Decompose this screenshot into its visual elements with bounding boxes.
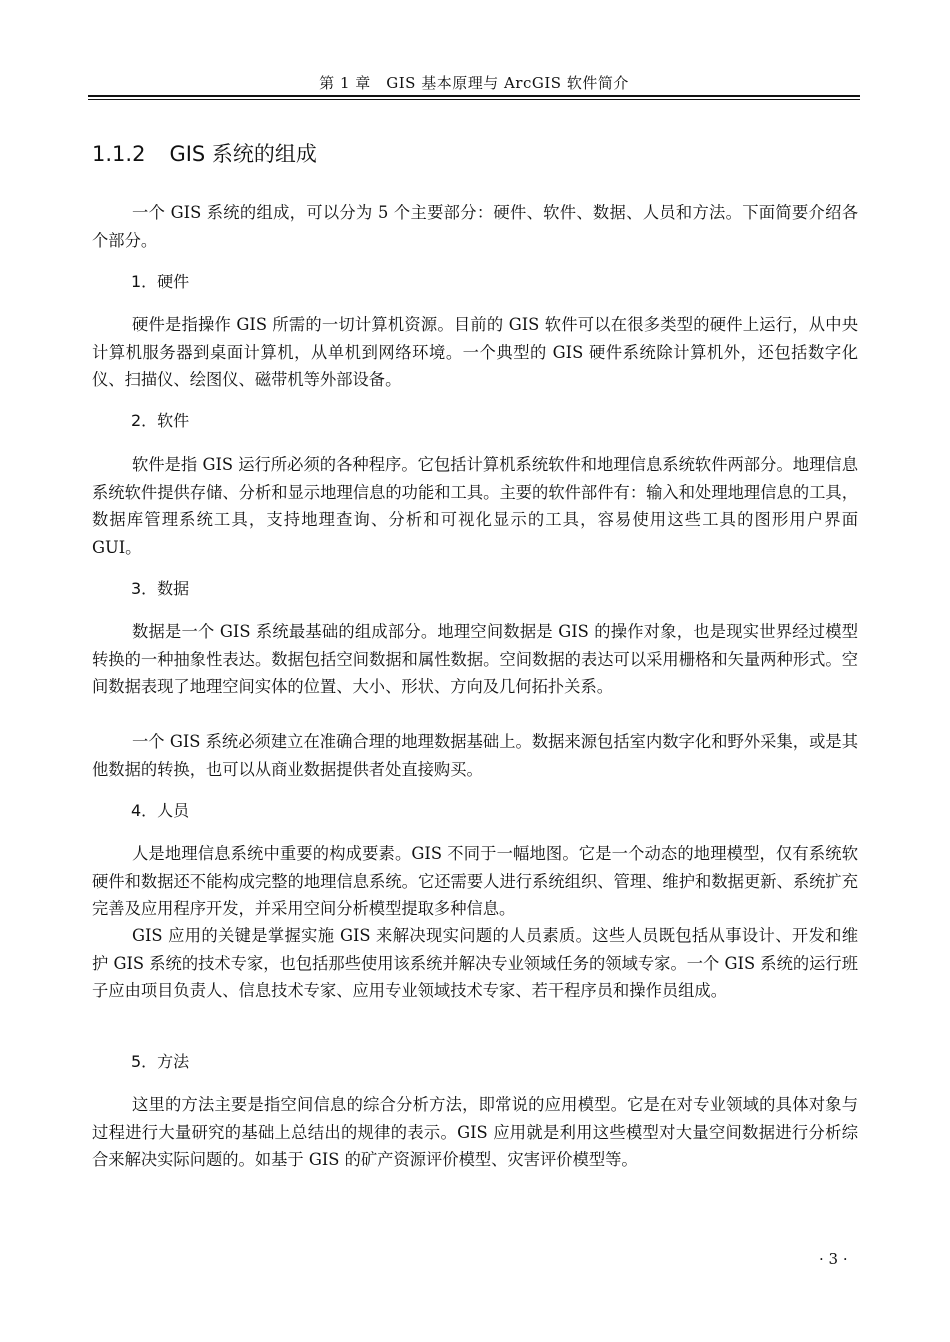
section-number: 1.1.2 [92, 142, 146, 166]
subheading-software: 2．软件 [131, 411, 190, 430]
subheading-methods: 5．方法 [131, 1052, 190, 1071]
hardware-paragraph: 硬件是指操作 GIS 所需的一切计算机资源。目前的 GIS 软件可以在很多类型的硬件上运行，从中央计算机服务器到桌面计算机，从单机到网络环境。一个典型的 GIS 硬件系统除计算机外，还包括数字化仪、扫描仪、绘图仪、磁带机等外部设备。 [92, 315, 858, 389]
people-paragraph-2: GIS 应用的关键是掌握实施 GIS 来解决现实问题的人员素质。这些人员既包括从事设计、开发和维护 GIS 系统的技术专家，也包括那些使用该系统并解决专业领域任务的领域专家。一个 GIS 系统的运行班子应由项目负责人、信息技术专家、应用专业领域技术专家、若干程序员和操作员组成。 [92, 926, 858, 1000]
section-title-text: GIS 系统的组成 [169, 142, 317, 166]
data-paragraph-1: 数据是一个 GIS 系统最基础的组成部分。地理空间数据是 GIS 的操作对象，也是现实世界经过模型转换的一种抽象性表达。数据包括空间数据和属性数据。空间数据的表达可以采用栅格和矢量两种形式。空间数据表现了地理空间实体的位置、大小、形状、方向及几何拓扑关系。 [92, 622, 858, 696]
intro-paragraph: 一个 GIS 系统的组成，可以分为 5 个主要部分：硬件、软件、数据、人员和方法。下面简要介绍各个部分。 [92, 203, 858, 250]
header-rule-thin [88, 99, 860, 100]
running-header: 第 1 章 GIS 基本原理与 ArcGIS 软件简介 [319, 74, 629, 92]
software-paragraph: 软件是指 GIS 运行所必须的各种程序。它包括计算机系统软件和地理信息系统软件两部分。地理信息系统软件提供存储、分析和显示地理信息的功能和工具。主要的软件部件有：输入和处理地理信息的工具，数据库管理系统工具，支持地理查询、分析和可视化显示的工具，容易使用这些工具的图形用户界面 GUI。 [92, 455, 858, 557]
subheading-hardware: 1．硬件 [131, 272, 190, 291]
header-rule-thick [88, 95, 860, 97]
methods-paragraph: 这里的方法主要是指空间信息的综合分析方法，即常说的应用模型。它是在对专业领域的具体对象与过程进行大量研究的基础上总结出的规律的表示。GIS 应用就是利用这些模型对大量空间数据进行分析综合来解决实际问题的。如基于 GIS 的矿产资源评价模型、灾害评价模型等。 [92, 1095, 858, 1169]
people-paragraph-1: 人是地理信息系统中重要的构成要素。GIS 不同于一幅地图。它是一个动态的地理模型，仅有系统软硬件和数据还不能构成完整的地理信息系统。它还需要人进行系统组织、管理、维护和数据更新、系统扩充完善及应用程序开发，并采用空间分析模型提取多种信息。 [92, 844, 858, 918]
section-title [92, 140, 317, 168]
page-number: · 3 · [819, 1250, 848, 1268]
data-paragraph-2: 一个 GIS 系统必须建立在准确合理的地理数据基础上。数据来源包括室内数字化和野外采集，或是其他数据的转换，也可以从商业数据提供者处直接购买。 [92, 732, 858, 779]
subheading-data: 3．数据 [131, 579, 190, 598]
subheading-people: 4．人员 [131, 801, 190, 820]
